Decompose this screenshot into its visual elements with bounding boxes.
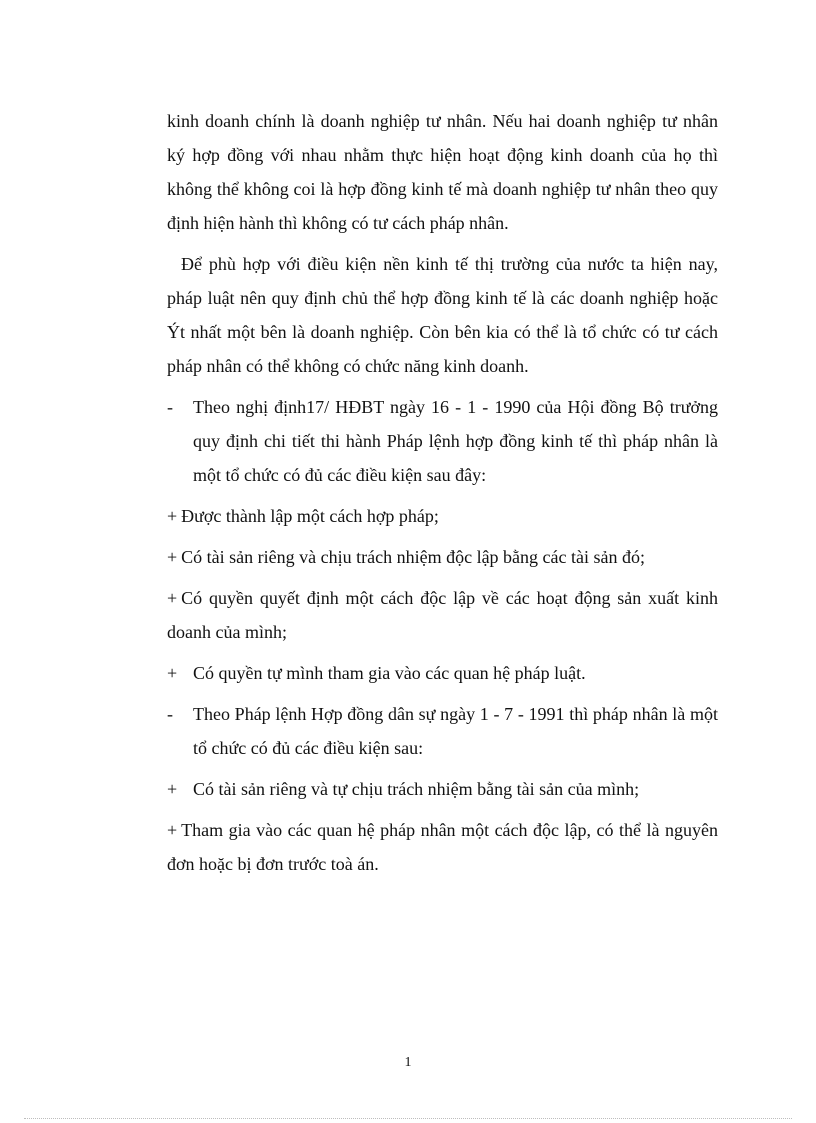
- sub-item-independent-participation: [167, 813, 718, 881]
- sub-item-own-assets: [167, 540, 718, 574]
- sub-item-text: Có tài sản riêng và chịu trách nhiệm độc lập bằng các tài sản đó;: [181, 547, 645, 567]
- plus-bullet: +: [167, 547, 178, 567]
- body-text: [167, 104, 718, 888]
- paragraph-proposal: Để phù hợp với điều kiện nền kinh tế thị trường của nước ta hiện nay, pháp luật nên quy định chủ thể hợp đồng kinh tế là các doanh nghiệp hoặc Ýt nhất một bên là doanh nghiệp. Còn bên kia có thể là tổ chức có tư cách pháp nhân có thể không có chức năng kinh doanh.: [167, 254, 718, 376]
- sub-item-text: Có quyền tự mình tham gia vào các quan hệ pháp luật.: [193, 663, 586, 683]
- page-number: 1: [404, 1055, 412, 1070]
- page-bottom-divider: [24, 1118, 792, 1119]
- list-item-civil-contract-ordinance: [167, 697, 718, 765]
- plus-bullet: +: [167, 820, 178, 840]
- dash-bullet: -: [167, 397, 173, 417]
- sub-item-text: Có tài sản riêng và tự chịu trách nhiệm bằng tài sản của mình;: [193, 779, 640, 799]
- list-item-text: Theo Pháp lệnh Hợp đồng dân sự ngày 1 - 7 - 1991 thì pháp nhân là một tổ chức có đủ các điều kiện sau:: [193, 704, 718, 758]
- plus-bullet: +: [167, 779, 178, 799]
- plus-bullet: +: [167, 663, 178, 683]
- sub-item-legal-relations: [167, 656, 718, 690]
- sub-item-legal-establishment: [167, 499, 718, 533]
- plus-bullet: +: [167, 506, 178, 526]
- sub-item-text: Có quyền quyết định một cách độc lập về các hoạt động sản xuất kinh doanh của mình;: [167, 588, 718, 642]
- list-item-decree-17: [167, 390, 718, 492]
- list-item-text: Theo nghị định17/ HĐBT ngày 16 - 1 - 1990 của Hội đồng Bộ trưởng quy định chi tiết thi hành Pháp lệnh hợp đồng kinh tế thì pháp nhân là một tổ chức có đủ các điều kiện sau đây:: [193, 397, 718, 485]
- paragraph-continuation: kinh doanh chính là doanh nghiệp tư nhân. Nếu hai doanh nghiệp tư nhân ký hợp đồng với nhau nhằm thực hiện hoạt động kinh doanh của họ thì không thể không coi là hợp đồng kinh tế mà doanh nghiệp tư nhân theo quy định hiện hành thì không có tư cách pháp nhân.: [167, 111, 718, 233]
- sub-item-text: Được thành lập một cách hợp pháp;: [181, 506, 439, 526]
- sub-item-independent-decisions: [167, 581, 718, 649]
- sub-item-own-assets-liability: [167, 772, 718, 806]
- plus-bullet: +: [167, 588, 178, 608]
- sub-item-text: Tham gia vào các quan hệ pháp nhân một cách độc lập, có thể là nguyên đơn hoặc bị đơn trước toà án.: [167, 820, 718, 874]
- dash-bullet: -: [167, 704, 173, 724]
